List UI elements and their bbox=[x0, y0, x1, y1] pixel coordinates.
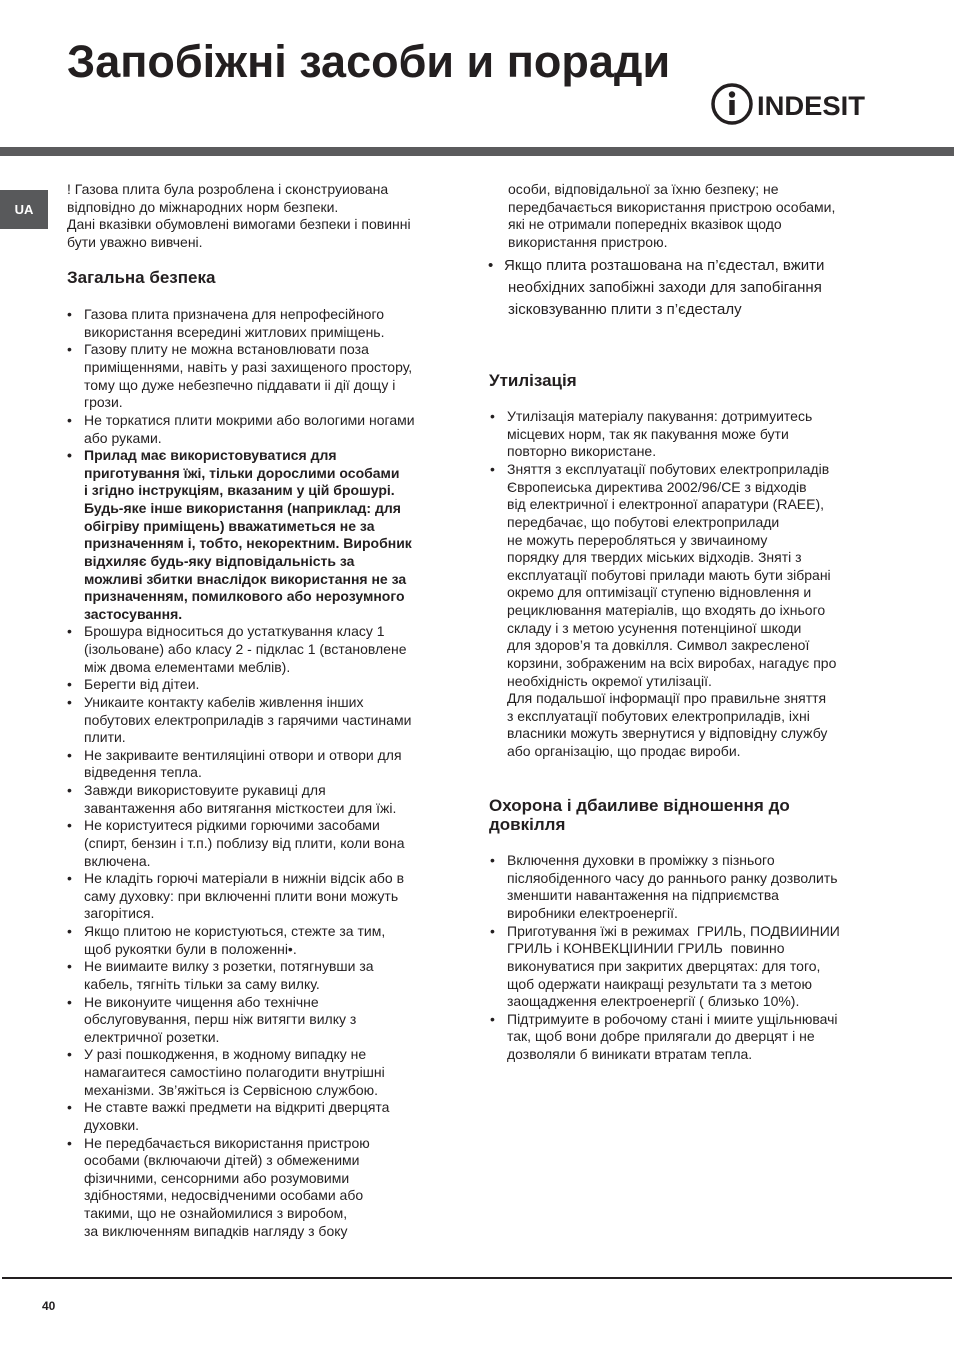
header-divider-bar bbox=[0, 147, 954, 156]
list-item-continuation: особи, відповідальної за їхню безпеку; не передбачається використання пристрою особами, які не отримали попередніх вказівок щодо використання пристрою. bbox=[508, 181, 836, 250]
pedestal-list bbox=[489, 255, 824, 321]
list-item: • Не виконуите чищення або технічне обслуговування, перш ніж витягти вилку з електричної розетки. bbox=[67, 994, 415, 1047]
list-item: • Утилізація матеріалу пакування: дотримуитесь місцевих норм, так як пакування може бути повторно використане. bbox=[490, 408, 836, 461]
disposal-list bbox=[490, 408, 836, 690]
list-item: • Газова плита призначена для непрофесійного використання всередині житлових приміщень. bbox=[67, 306, 415, 341]
list-item: • Берегти від дітеи. bbox=[67, 676, 415, 694]
disposal-section bbox=[490, 408, 836, 761]
list-item: • Завжди використовуите рукавиці для завантаження або витягання місткостеи для їжі. bbox=[67, 782, 415, 817]
list-item: • Брошура відноситься до устаткування класу 1 (ізольоване) або класу 2 - підклас 1 (встановлене між двома елементами меблів). bbox=[67, 623, 415, 676]
list-item: • Не передбачається використання пристрою особами (включаючи дітей) з обмеженими фізичними, сенсорними або розумовими здібностями, недосвідченими особами або такими, що не ознайомилися з виробом, за виключенням випадків нагляду з боку bbox=[67, 1135, 415, 1241]
list-item: • Якщо плитою не користуються, стежте за тим, щоб рукоятки були в положенні•. bbox=[67, 923, 415, 958]
list-item: • Не закриваите вентиляціині отвори и отвори для відведення тепла. bbox=[67, 747, 415, 782]
footer-divider bbox=[2, 1277, 952, 1279]
language-tab: UA bbox=[0, 190, 48, 229]
section-heading-environment: Охорона і дбаиливе відношення до довкілля bbox=[489, 796, 790, 834]
logo-wordmark: INDESIT bbox=[757, 91, 866, 121]
list-item: • Включення духовки в проміжку з пізнього післяобіденного часу до раннього ранку дозволить зменшити навантаження на підприємства виробники електроенергії. bbox=[490, 852, 840, 923]
list-item: • Газову плиту не можна встановлювати поза приміщеннями, навіть у разі захищеного простору, тому що дуже небезпечно піддавати іі дії дощу і грози. bbox=[67, 341, 415, 412]
indesit-logo bbox=[708, 82, 868, 128]
general-safety-list bbox=[67, 306, 415, 1240]
disposal-note: Для подальшої інформації про правильне зняття з експлуатації побутових електроприладів, іхні власники можуть звернутися у відповідну службу або організацію, що продає вироби. bbox=[507, 690, 828, 760]
page-number: 40 bbox=[42, 1299, 56, 1313]
list-item: • Не виимаите вилку з розетки, потягнувши за кабель, тягніть тільки за саму вилку. bbox=[67, 958, 415, 993]
list-item: • Приготування їжі в режимах ГРИЛЬ, ПОДВИИНИИ ГРИЛЬ і КОНВЕКЦІИНИИ ГРИЛЬ повинно виконуватися при закритих дверцятах: для того, щоб одержати наикращі результати та з метою заощадження електроенергії ( близько 10%). bbox=[490, 923, 840, 1011]
list-item: • Не торкатися плити мокрими або вологими ногами або руками. bbox=[67, 412, 415, 447]
logo-i-dot bbox=[729, 91, 735, 97]
list-item: • Підтримуите в робочому стані і миите ущільнювачі так, щоб вони добре прилягали до дверцят і не дозволяли б виникати втратам тепла. bbox=[490, 1011, 840, 1064]
list-item-important: • Прилад має використовуватися для приготування їжі, тільки дорослими особами і згідно інструкціям, вказаним у цій брошурі. Будь-яке інше використання (наприклад: для обігріву приміщень) вважатиметься не за призначенням і, тобто, некоректним. Виробник відхиляє будь-яку відповідальність за можливі збитки внаслідок використання не за призначенням, помилкового або нерозумного застосування. bbox=[67, 447, 415, 623]
section-heading-disposal: Утилізація bbox=[489, 371, 577, 390]
page-title: Запобіжні засоби и поради bbox=[67, 36, 671, 87]
list-item: • Не користуитеся рідкими горючими засобами (спирт, бензин і т.п.) поблизу від плити, коли вона включена. bbox=[67, 817, 415, 870]
list-item: • Зняття з експлуатації побутових електроприладів Європеиська директива 2002/96/CE з відходів від електричної і електронної апаратури (RAEE), передбачає, що побутові електроприлади не можуть переробляться у звичаиному порядку для твердих міських відходів. Зняті з експлуатації побутові прилади мають бути зібрані окремо для оптимізації ступеню відновлення и рециклювання матеріалів, що входять до іхнього складу і з метою усунення потенціиної шкоди для здоров’я та довкілля. Символ закресленої корзини, зображеним на всіх виробах, нагадує про необхідність окремої утилізації. bbox=[490, 461, 836, 690]
list-item: • У разі пошкодження, в жодному випадку не намагаитеся самостіино полагодити внутрішні механізми. Зв’яжіться із Сервісною службою. bbox=[67, 1046, 415, 1099]
logo-i-stem bbox=[729, 100, 734, 115]
list-item: • Уникаите контакту кабелів живлення інших побутових електроприладів з гарячими частинами плити. bbox=[67, 694, 415, 747]
section-heading-general-safety: Загальна безпека bbox=[67, 268, 216, 287]
environment-list bbox=[490, 852, 840, 1064]
list-item: • Якщо плита розташована на п’єдестал, вжити необхідних запобіжні заходи для запобігання зісковзуванню плити з п’єдесталу bbox=[489, 255, 824, 321]
intro-text: ! Газова плита була розроблена і сконструиована відповідно до міжнародних норм безпеки. Дані вказівки обумовлені вимогами безпеки і повинні бути уважно вивчені. bbox=[67, 181, 411, 250]
list-item: • Не ставте важкі предмети на відкриті дверцята духовки. bbox=[67, 1099, 415, 1134]
list-item: • Не кладіть горючі матеріали в нижніи відсік або в саму духовку: при включенні плити вони можуть загорітися. bbox=[67, 870, 415, 923]
